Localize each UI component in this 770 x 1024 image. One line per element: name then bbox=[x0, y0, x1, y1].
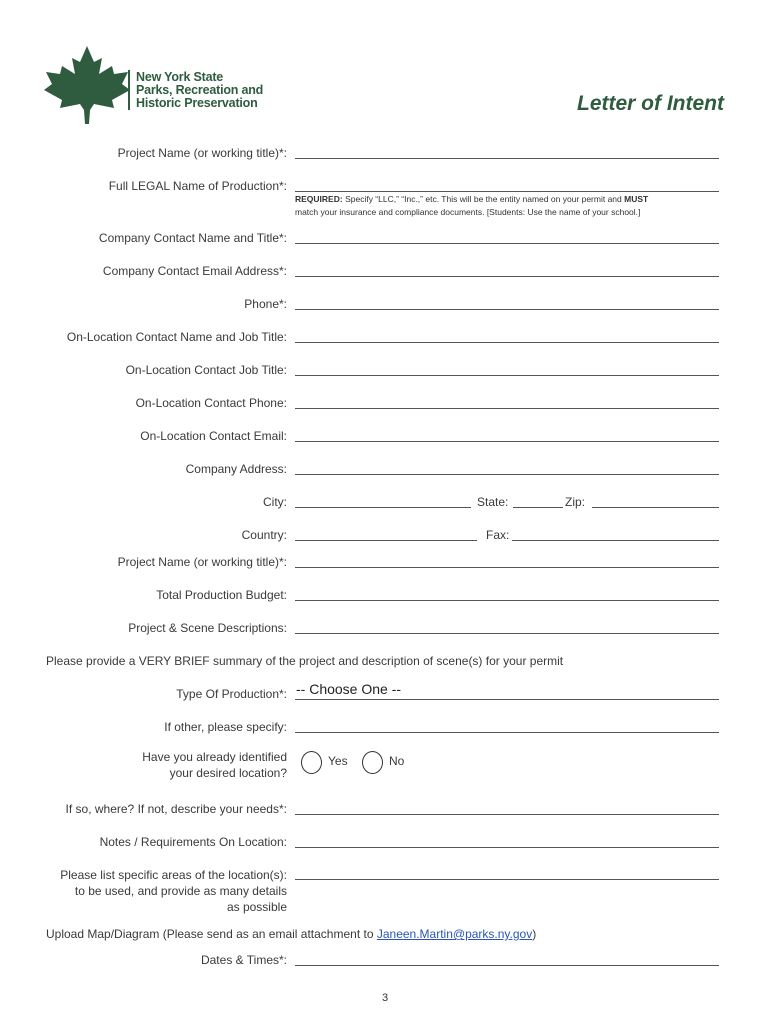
upload-text: Upload Map/Diagram (Please send as an email attachment to bbox=[46, 927, 377, 941]
type-production-label: Type Of Production*: bbox=[176, 687, 287, 701]
agency-line-3: Historic Preservation bbox=[136, 96, 258, 110]
agency-line-2: Parks, Recreation and bbox=[136, 83, 264, 97]
page-number: 3 bbox=[381, 992, 389, 1004]
logo-divider bbox=[128, 70, 130, 110]
legal-note-line2: match your insurance and compliance documents. [Students: Use the name of your school.] bbox=[295, 207, 641, 217]
onloc-email-field[interactable] bbox=[295, 429, 719, 442]
if-other-label: If other, please specify: bbox=[164, 720, 287, 734]
legal-note-must: MUST bbox=[624, 194, 649, 204]
type-production-selected-value[interactable]: -- Choose One -- bbox=[296, 681, 402, 697]
company-contact-label: Company Contact Name and Title*: bbox=[98, 231, 287, 245]
email-link[interactable]: Janeen.Martin@parks.ny.gov bbox=[376, 927, 533, 941]
company-address-label: Company Address: bbox=[185, 462, 287, 476]
city-label: City: bbox=[263, 495, 287, 509]
location-question-label bbox=[142, 749, 287, 781]
fax-field[interactable] bbox=[512, 528, 719, 541]
onloc-email-label: On-Location Contact Email: bbox=[140, 429, 287, 443]
notes-label: Notes / Requirements On Location: bbox=[99, 835, 287, 849]
budget-field[interactable] bbox=[295, 588, 719, 601]
state-label: State: bbox=[477, 495, 509, 509]
if-so-field[interactable] bbox=[295, 802, 719, 815]
fax-label: Fax: bbox=[486, 528, 510, 542]
legal-note-required: REQUIRED: bbox=[295, 194, 343, 204]
no-label: No bbox=[389, 754, 405, 768]
brief-summary-instruction: Please provide a VERY BRIEF summary of the project and description of scene(s) for your permit bbox=[46, 654, 564, 668]
company-email-field[interactable] bbox=[295, 264, 719, 277]
areas-line1: Please list specific areas of the location(s): bbox=[60, 868, 287, 882]
project-name-field[interactable] bbox=[295, 146, 719, 159]
areas-field[interactable] bbox=[295, 867, 719, 880]
company-address-field[interactable] bbox=[295, 462, 719, 475]
company-contact-field[interactable] bbox=[295, 231, 719, 244]
dates-field[interactable] bbox=[295, 953, 719, 966]
project-name-label: Project Name (or working title)*: bbox=[117, 146, 287, 160]
legal-note-text: Specify “LLC,” “Inc.,” etc. This will be the entity named on your permit and bbox=[342, 194, 625, 204]
yes-label: Yes bbox=[328, 754, 348, 768]
areas-label bbox=[60, 867, 287, 915]
notes-field[interactable] bbox=[295, 835, 719, 848]
agency-name bbox=[136, 71, 263, 110]
areas-line3: as possible bbox=[226, 900, 287, 914]
no-radio[interactable] bbox=[362, 751, 383, 774]
if-so-label: If so, where? If not, describe your needs*: bbox=[65, 802, 287, 816]
areas-line2: to be used, and provide as many details bbox=[74, 884, 287, 898]
onloc-phone-label: On-Location Contact Phone: bbox=[135, 396, 287, 410]
country-label: Country: bbox=[241, 528, 287, 542]
location-question-line2: your desired location? bbox=[169, 766, 287, 780]
onloc-name-label: On-Location Contact Name and Job Title: bbox=[66, 330, 287, 344]
yes-radio[interactable] bbox=[301, 751, 322, 774]
maple-leaf-icon bbox=[42, 44, 132, 126]
city-field[interactable] bbox=[295, 495, 471, 508]
onloc-job-field[interactable] bbox=[295, 363, 719, 376]
legal-name-label: Full LEGAL Name of Production*: bbox=[108, 179, 287, 193]
agency-line-1: New York State bbox=[136, 70, 224, 84]
project-name-2-label: Project Name (or working title)*: bbox=[117, 555, 287, 569]
location-question-line1: Have you already identified bbox=[142, 750, 287, 764]
phone-field[interactable] bbox=[295, 297, 719, 310]
if-other-field[interactable] bbox=[295, 720, 719, 733]
document-title: Letter of Intent bbox=[577, 92, 724, 115]
country-field[interactable] bbox=[295, 528, 477, 541]
zip-label: Zip: bbox=[565, 495, 586, 509]
scene-desc-field[interactable] bbox=[295, 621, 719, 634]
upload-text-close: ) bbox=[532, 927, 537, 941]
scene-desc-label: Project & Scene Descriptions: bbox=[128, 621, 287, 635]
zip-field[interactable] bbox=[592, 495, 719, 508]
phone-label: Phone*: bbox=[244, 297, 287, 311]
dates-label: Dates & Times*: bbox=[200, 953, 287, 967]
onloc-name-field[interactable] bbox=[295, 330, 719, 343]
budget-label: Total Production Budget: bbox=[156, 588, 287, 602]
legal-name-field[interactable] bbox=[295, 179, 719, 192]
upload-instruction bbox=[46, 927, 536, 941]
project-name-2-field[interactable] bbox=[295, 555, 719, 568]
onloc-job-label: On-Location Contact Job Title: bbox=[125, 363, 287, 377]
onloc-phone-field[interactable] bbox=[295, 396, 719, 409]
company-email-label: Company Contact Email Address*: bbox=[102, 264, 287, 278]
state-field[interactable] bbox=[513, 495, 563, 508]
legal-name-note bbox=[295, 193, 725, 219]
